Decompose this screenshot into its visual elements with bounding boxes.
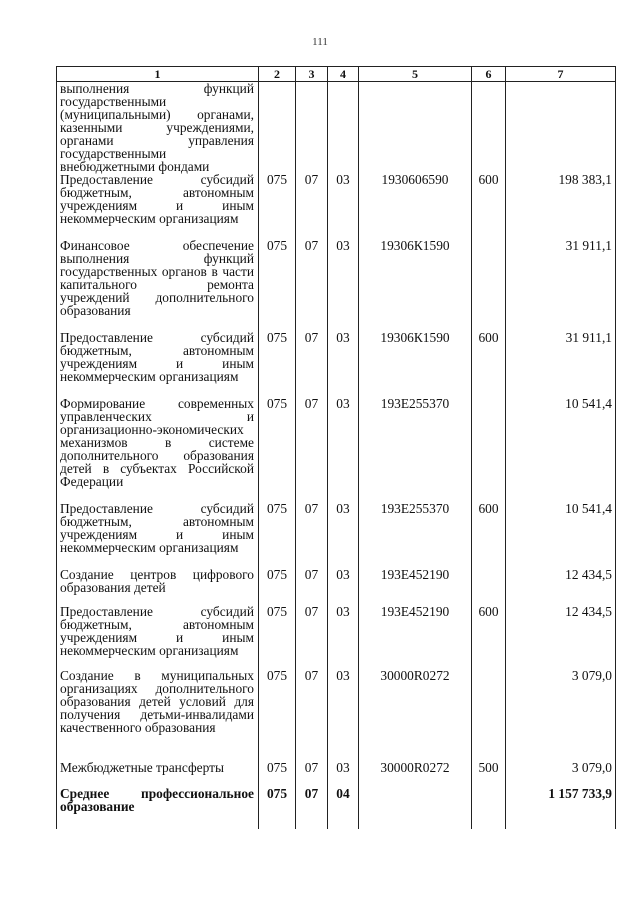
target-article-cell: 193Е452190: [359, 605, 472, 669]
row-name-cell: Среднее профессиональное образование: [57, 787, 259, 829]
budget-table: [56, 66, 616, 829]
page-number: 111: [312, 36, 328, 48]
expense-type-cell: [472, 568, 506, 605]
row-name-cell: Создание центров цифрового образования детей: [57, 568, 259, 605]
ministry-code-cell: 075: [259, 568, 296, 605]
column-header-target-article: 5: [359, 67, 472, 82]
row-name-cell: Предоставление субсидий бюджетным, автономным учреждениям и иным некоммерческим организациям: [57, 605, 259, 669]
subsection-code-cell: [328, 82, 359, 174]
ministry-code-cell: 075: [259, 397, 296, 502]
table-row: [57, 787, 616, 829]
row-name-cell: Предоставление субсидий бюджетным, автономным учреждениям и иным некоммерческим организациям: [57, 173, 259, 239]
target-article-cell: 193Е255370: [359, 502, 472, 568]
table-row: [57, 331, 616, 397]
ministry-code-cell: 075: [259, 502, 296, 568]
expense-type-cell: [472, 239, 506, 331]
subsection-code-cell: 03: [328, 568, 359, 605]
table-row: [57, 82, 616, 174]
expense-type-cell: [472, 397, 506, 502]
amount-cell: 12 434,5: [506, 568, 616, 605]
amount-cell: 3 079,0: [506, 669, 616, 761]
table-row: [57, 173, 616, 239]
column-header-expense-type: 6: [472, 67, 506, 82]
expense-type-cell: [472, 669, 506, 761]
amount-cell: 1 157 733,9: [506, 787, 616, 829]
subsection-code-cell: 03: [328, 761, 359, 787]
column-header-name: 1: [57, 67, 259, 82]
section-code-cell: 07: [296, 787, 328, 829]
amount-cell: 12 434,5: [506, 605, 616, 669]
subsection-code-cell: 03: [328, 605, 359, 669]
section-code-cell: 07: [296, 239, 328, 331]
target-article-cell: 19306К1590: [359, 239, 472, 331]
ministry-code-cell: 075: [259, 331, 296, 397]
expense-type-cell: 600: [472, 173, 506, 239]
row-name-cell: Создание в муниципальных организациях дополнительного образования детей условий для получения детьми-инвалидами качественного образования: [57, 669, 259, 761]
ministry-code-cell: 075: [259, 761, 296, 787]
section-code-cell: 07: [296, 502, 328, 568]
table-row: [57, 669, 616, 761]
section-code-cell: 07: [296, 397, 328, 502]
target-article-cell: [359, 787, 472, 829]
ministry-code-cell: 075: [259, 239, 296, 331]
table-row: [57, 239, 616, 331]
section-code-cell: 07: [296, 568, 328, 605]
amount-cell: 10 541,4: [506, 502, 616, 568]
amount-cell: [506, 82, 616, 174]
row-name-cell: Формирование современных управленческих и организационно-экономических механизмов в системе дополнительного образования детей в субъектах Российской Федерации: [57, 397, 259, 502]
section-code-cell: [296, 82, 328, 174]
target-article-cell: 30000R0272: [359, 669, 472, 761]
subsection-code-cell: 03: [328, 239, 359, 331]
column-header-ministry: 2: [259, 67, 296, 82]
amount-cell: 10 541,4: [506, 397, 616, 502]
target-article-cell: [359, 82, 472, 174]
expense-type-cell: [472, 82, 506, 174]
ministry-code-cell: [259, 82, 296, 174]
subsection-code-cell: 03: [328, 502, 359, 568]
section-code-cell: 07: [296, 173, 328, 239]
ministry-code-cell: 075: [259, 669, 296, 761]
subsection-code-cell: 03: [328, 669, 359, 761]
target-article-cell: 193Е255370: [359, 397, 472, 502]
row-name-cell: Предоставление субсидий бюджетным, автономным учреждениям и иным некоммерческим организациям: [57, 331, 259, 397]
table-row: [57, 568, 616, 605]
target-article-cell: 1930606590: [359, 173, 472, 239]
table-row: [57, 761, 616, 787]
row-name-cell: Финансовое обеспечение выполнения функций государственных органов в части капитального ремонта учреждений дополнительного образования: [57, 239, 259, 331]
column-header-amount: 7: [506, 67, 616, 82]
expense-type-cell: [472, 787, 506, 829]
target-article-cell: 30000R0272: [359, 761, 472, 787]
expense-type-cell: 500: [472, 761, 506, 787]
subsection-code-cell: 04: [328, 787, 359, 829]
section-code-cell: 07: [296, 605, 328, 669]
amount-cell: 31 911,1: [506, 239, 616, 331]
subsection-code-cell: 03: [328, 331, 359, 397]
subsection-code-cell: 03: [328, 173, 359, 239]
table-row: [57, 502, 616, 568]
amount-cell: 198 383,1: [506, 173, 616, 239]
section-code-cell: 07: [296, 331, 328, 397]
amount-cell: 31 911,1: [506, 331, 616, 397]
table-row: [57, 605, 616, 669]
column-header-subsection: 4: [328, 67, 359, 82]
column-header-section: 3: [296, 67, 328, 82]
expense-type-cell: 600: [472, 502, 506, 568]
row-name-cell: Межбюджетные трансферты: [57, 761, 259, 787]
target-article-cell: 19306К1590: [359, 331, 472, 397]
target-article-cell: 193Е452190: [359, 568, 472, 605]
expense-type-cell: 600: [472, 605, 506, 669]
amount-cell: 3 079,0: [506, 761, 616, 787]
section-code-cell: 07: [296, 669, 328, 761]
expense-type-cell: 600: [472, 331, 506, 397]
ministry-code-cell: 075: [259, 173, 296, 239]
section-code-cell: 07: [296, 761, 328, 787]
row-name-cell: Предоставление субсидий бюджетным, автономным учреждениям и иным некоммерческим организациям: [57, 502, 259, 568]
row-name-cell: выполнения функций государственными (муниципальными) органами, казенными учреждениями, органами управления государственными внебюджетными фондами: [57, 82, 259, 174]
table-row: [57, 397, 616, 502]
ministry-code-cell: 075: [259, 605, 296, 669]
subsection-code-cell: 03: [328, 397, 359, 502]
table-header-row: [57, 67, 616, 82]
ministry-code-cell: 075: [259, 787, 296, 829]
